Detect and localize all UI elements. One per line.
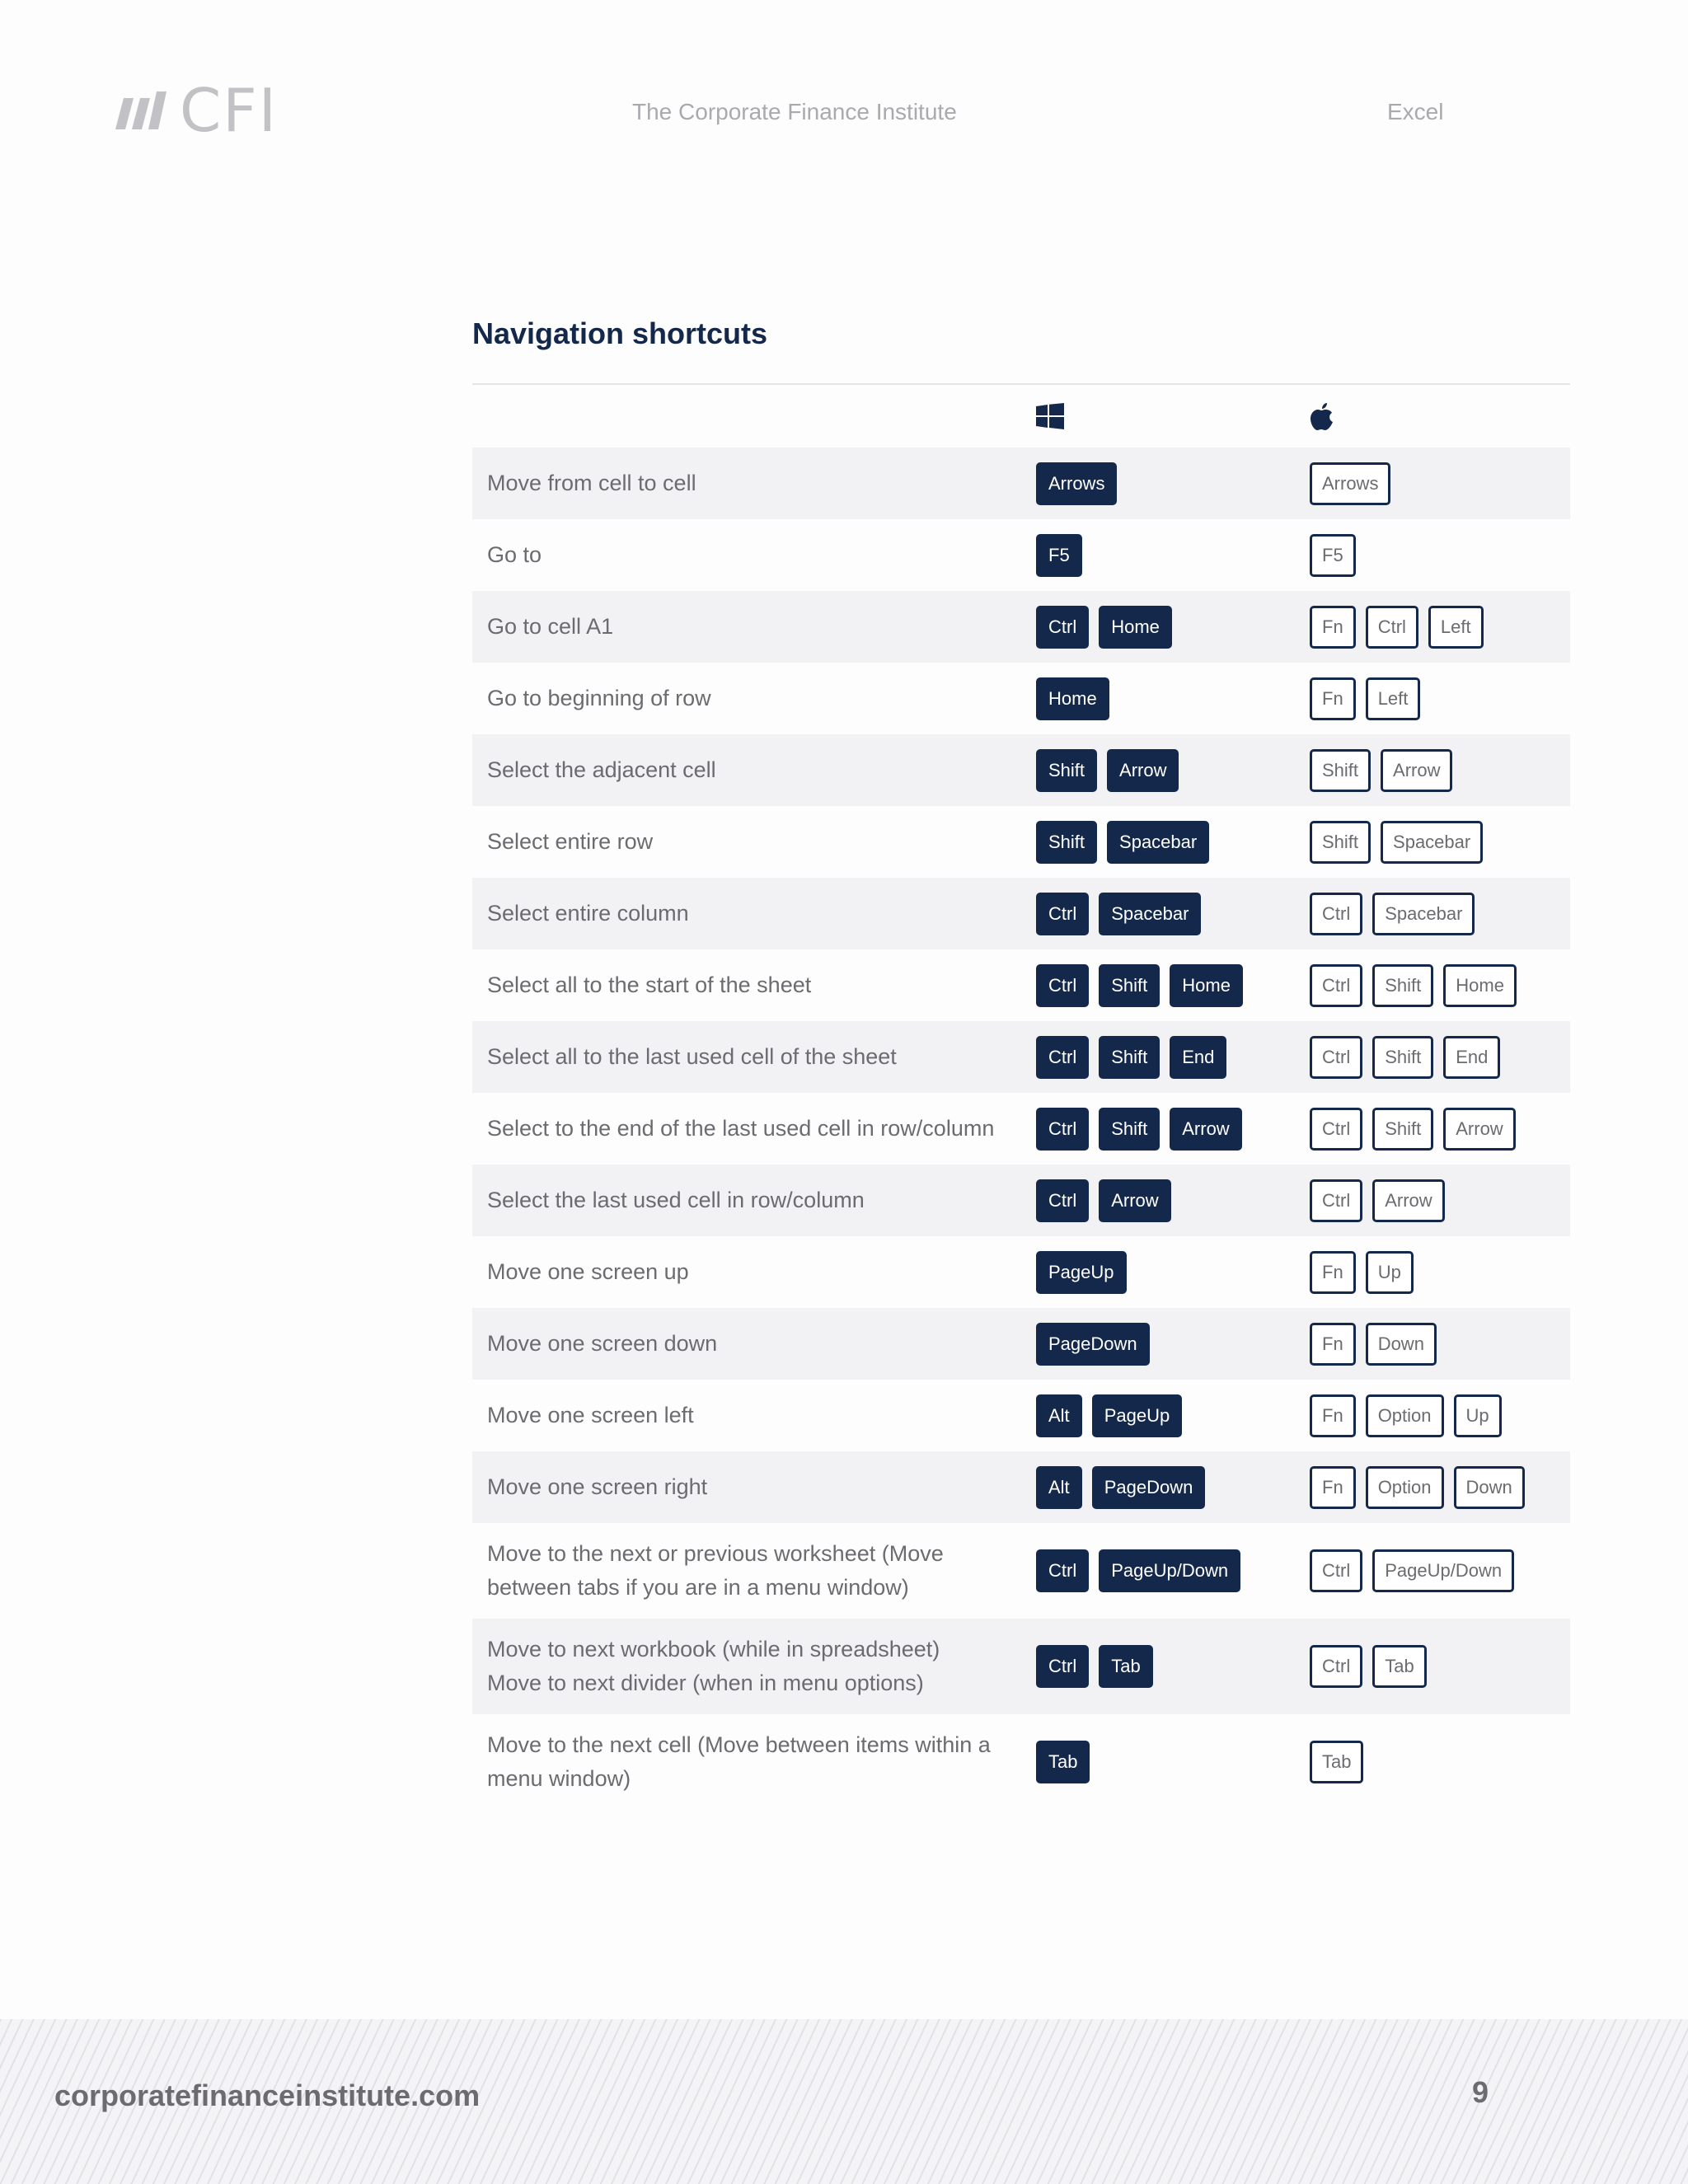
mac-key: Ctrl [1310,1108,1362,1151]
windows-key: PageDown [1036,1323,1150,1366]
windows-key: Ctrl [1036,1108,1089,1151]
windows-keys [1036,1036,1226,1079]
table-row [472,734,1570,806]
mac-key: Fn [1310,1394,1356,1437]
shortcut-action: Select entire row [487,829,654,854]
mac-keys [1310,821,1483,864]
mac-key: Ctrl [1310,1179,1362,1222]
windows-key: PageUp [1092,1394,1183,1437]
table-row [472,1380,1570,1451]
windows-keys [1036,893,1201,935]
shortcuts-table [472,383,1570,1810]
shortcut-action: Move one screen down [487,1331,718,1356]
windows-key: Ctrl [1036,893,1089,935]
mac-key: Arrow [1443,1108,1515,1151]
mac-key: Option [1366,1394,1444,1437]
mac-key: Shift [1372,1108,1433,1151]
windows-keys [1036,1323,1150,1366]
windows-key: Arrow [1170,1108,1241,1151]
mac-keys [1310,893,1475,935]
windows-key: Shift [1099,1108,1160,1151]
table-row [472,1523,1570,1619]
windows-key: Spacebar [1107,821,1209,864]
mac-key: Spacebar [1381,821,1483,864]
windows-key: Home [1170,964,1243,1007]
mac-key: Tab [1372,1645,1426,1688]
mac-keys [1310,606,1484,649]
mac-keys [1310,677,1420,720]
cfi-slash-mark-icon [112,90,170,131]
mac-key: Ctrl [1310,1036,1362,1079]
windows-key: Home [1036,677,1109,720]
shortcut-action: Move one screen right [487,1474,708,1499]
windows-keys [1036,1179,1171,1222]
mac-key: Left [1366,677,1421,720]
mac-keys [1310,534,1356,577]
mac-key: PageUp/Down [1372,1549,1514,1592]
windows-key: F5 [1036,534,1082,577]
windows-key: Home [1099,606,1172,649]
windows-keys [1036,1251,1127,1294]
windows-keys [1036,1645,1153,1688]
table-row [472,1451,1570,1523]
mac-key: Ctrl [1366,606,1418,649]
mac-key: Fn [1310,1251,1356,1294]
windows-key: Shift [1099,1036,1160,1079]
shortcut-action: Select entire column [487,901,689,926]
mac-keys [1310,964,1517,1007]
shortcut-action-line: Move to next divider (when in menu options) [487,1671,924,1695]
mac-key: Down [1366,1323,1437,1366]
windows-key: Alt [1036,1394,1082,1437]
shortcut-action: Go to cell A1 [487,614,614,639]
shortcut-action: Select the last used cell in row/column [487,1188,865,1212]
mac-key: Tab [1310,1741,1363,1783]
mac-key: Up [1366,1251,1414,1294]
mac-key: Arrows [1310,462,1390,505]
shortcut-action: Select all to the start of the sheet [487,972,812,997]
page-number: 9 [1472,2075,1489,2109]
mac-keys [1310,1466,1525,1509]
windows-key: Arrow [1107,749,1179,792]
mac-key: Arrow [1372,1179,1444,1222]
mac-key: Option [1366,1466,1444,1509]
mac-key: Fn [1310,677,1356,720]
mac-key: F5 [1310,534,1356,577]
shortcut-action: Move from cell to cell [487,471,696,495]
table-row [472,663,1570,734]
shortcut-action: Move to the next or previous worksheet (Move between tabs if you are in a menu window) [487,1541,944,1600]
mac-key: Shift [1310,821,1371,864]
windows-keys [1036,1394,1182,1437]
shortcut-action: Select the adjacent cell [487,757,716,782]
table-row [472,1236,1570,1308]
windows-key: Spacebar [1099,893,1201,935]
windows-key: PageUp/Down [1099,1549,1240,1592]
windows-key: Shift [1036,749,1097,792]
mac-key: End [1443,1036,1500,1079]
table-row [472,1093,1570,1165]
windows-keys [1036,534,1082,577]
shortcut-action: Move one screen up [487,1259,689,1284]
table-row [472,878,1570,949]
windows-logo-icon [1036,403,1064,429]
shortcut-action: Move to the next cell (Move between items within a menu window) [487,1732,991,1791]
mac-keys [1310,1323,1437,1366]
windows-keys [1036,677,1109,720]
windows-key: Ctrl [1036,1645,1089,1688]
table-row [472,591,1570,663]
mac-key: Home [1443,964,1517,1007]
mac-keys [1310,1549,1514,1592]
windows-keys [1036,1549,1240,1592]
shortcut-action: Go to [487,542,542,567]
mac-key: Shift [1372,1036,1433,1079]
mac-keys [1310,1251,1414,1294]
windows-key: Tab [1036,1741,1090,1783]
windows-key: Ctrl [1036,1549,1089,1592]
windows-key: Ctrl [1036,964,1089,1007]
windows-keys [1036,606,1172,649]
mac-key: Ctrl [1310,1549,1362,1592]
table-row [472,1021,1570,1093]
mac-keys [1310,1036,1500,1079]
mac-keys [1310,1741,1363,1783]
cfi-logo [112,76,278,145]
table-row [472,519,1570,591]
mac-keys [1310,462,1390,505]
table-row [472,949,1570,1021]
mac-key: Down [1454,1466,1525,1509]
windows-key: Shift [1099,964,1160,1007]
windows-key: Ctrl [1036,606,1089,649]
mac-key: Fn [1310,606,1356,649]
mac-key: Spacebar [1372,893,1475,935]
mac-keys [1310,1645,1427,1688]
table-row [472,1308,1570,1380]
shortcut-action [472,1633,1021,1700]
shortcut-rows [472,448,1570,1810]
table-header-row [472,385,1570,448]
mac-key: Ctrl [1310,964,1362,1007]
logo-text: CFI [180,76,278,145]
mac-key: Ctrl [1310,1645,1362,1688]
windows-key: Shift [1036,821,1097,864]
windows-key: Ctrl [1036,1179,1089,1222]
mac-keys [1310,1394,1502,1437]
mac-key: Left [1428,606,1484,649]
table-row [472,1165,1570,1236]
mac-keys [1310,749,1452,792]
footer-url: corporatefinanceinstitute.com [54,2079,481,2112]
windows-key: Arrows [1036,462,1117,505]
windows-keys [1036,1108,1242,1151]
shortcut-action: Go to beginning of row [487,686,711,710]
mac-key: Fn [1310,1323,1356,1366]
org-name: The Corporate Finance Institute [632,99,957,124]
mac-key: Ctrl [1310,893,1362,935]
windows-keys [1036,1466,1205,1509]
shortcut-action: Select all to the last used cell of the sheet [487,1044,897,1069]
windows-key: Tab [1099,1645,1152,1688]
mac-key: Shift [1310,749,1371,792]
mac-key: Fn [1310,1466,1356,1509]
table-row [472,1619,1570,1714]
shortcut-action: Move one screen left [487,1403,694,1427]
windows-key: PageUp [1036,1251,1127,1294]
windows-keys [1036,462,1117,505]
windows-key: Alt [1036,1466,1082,1509]
windows-keys [1036,749,1179,792]
windows-key: End [1170,1036,1226,1079]
windows-key: Arrow [1099,1179,1170,1222]
windows-key: Ctrl [1036,1036,1089,1079]
windows-keys [1036,1741,1090,1783]
table-row [472,806,1570,878]
mac-key: Up [1454,1394,1502,1437]
windows-key: PageDown [1092,1466,1206,1509]
windows-keys [1036,821,1209,864]
topic-label: Excel [1387,99,1444,124]
mac-keys [1310,1108,1516,1151]
mac-keys [1310,1179,1445,1222]
table-row [472,1714,1570,1810]
table-row [472,448,1570,519]
section-title: Navigation shortcuts [472,316,768,350]
mac-key: Shift [1372,964,1433,1007]
mac-key: Arrow [1381,749,1452,792]
windows-keys [1036,964,1243,1007]
shortcut-action: Select to the end of the last used cell in row/column [487,1116,995,1141]
shortcut-action-line: Move to next workbook (while in spreadsheet) [487,1637,940,1661]
apple-logo-icon [1310,403,1334,431]
